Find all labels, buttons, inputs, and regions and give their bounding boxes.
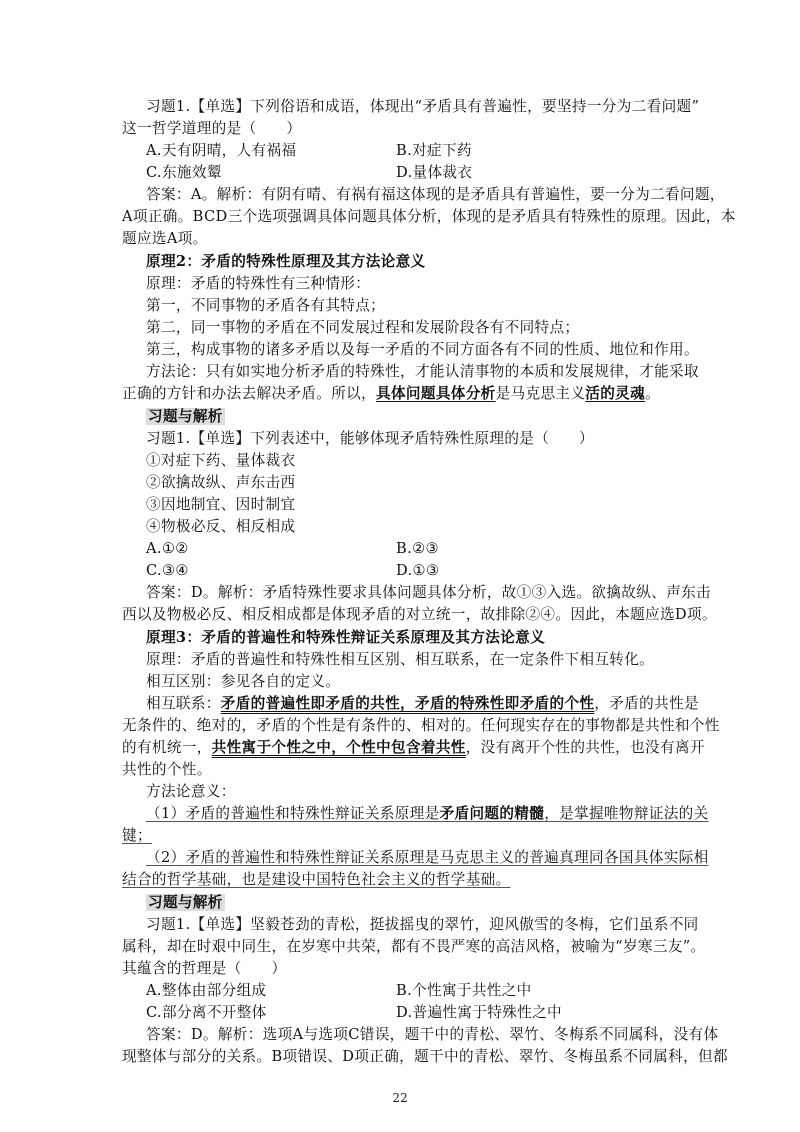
methodology-3-point-1: （1）矛盾的普遍性和特殊性辩证关系原理是矛盾问题的精髓，是掌握唯物辩证法的关 — [146, 805, 709, 822]
question-1-options-row-2 — [146, 163, 706, 183]
answer-2-line-1: 答案：D。解析：矛盾特殊性要求具体问题具体分析，故①③入选。欲擒故纵、声东击 — [146, 584, 711, 601]
emphasis-living-soul: 活的灵魂 — [585, 385, 646, 402]
answer-1-line-3: 题应选A项。 — [122, 230, 208, 247]
emphasis-commonality-individuality: 矛盾的普遍性即矛盾的共性，矛盾的特殊性即矛盾的个性 — [220, 695, 595, 712]
option-c: C.③④ — [146, 562, 189, 579]
principle-3-connection-line-4: 共性的个性。 — [122, 761, 212, 778]
question-3-options-row-1 — [146, 981, 706, 1001]
option-c: C.部分离不开整体 — [146, 1004, 267, 1021]
question-2-options-row-1 — [146, 539, 706, 559]
principle-3-connection-line-2: 无条件的、绝对的，矛盾的个性是有条件的、相对的。任何现实存在的事物都是共性和个性 — [122, 717, 720, 734]
option-c: C.东施效颦 — [146, 164, 222, 181]
principle-3-connection-line-1: 相互联系：矛盾的普遍性即矛盾的共性，矛盾的特殊性即矛盾的个性，矛盾的共性是 — [146, 695, 699, 712]
question-2-options-row-2 — [146, 561, 706, 581]
option-b: B.②③ — [396, 540, 439, 557]
option-a: A.①② — [146, 540, 189, 557]
option-b: B.对症下药 — [396, 142, 472, 159]
practice-heading: 习题与解析 — [148, 894, 223, 911]
question-3-line-1: 习题1.【单选】坚毅苍劲的青松，挺拔摇曳的翠竹，迎风傲雪的冬梅，它们虽系不同 — [146, 916, 699, 933]
principle-2-title: 原理2：矛盾的特殊性原理及其方法论意义 — [146, 253, 426, 270]
emphasis-concrete-analysis: 具体问题具体分析 — [376, 385, 496, 402]
methodology-3-point-2-cont: 结合的哲学基础，也是建设中国特色社会主义的哲学基础。 — [122, 871, 511, 888]
methodology-3-point-2: （2）矛盾的普遍性和特殊性辩证关系原理是马克思主义的普遍真理同各国具体实际相 — [146, 849, 709, 866]
principle-2-point-1: 第一，不同事物的矛盾各有其特点； — [146, 297, 386, 314]
option-d: D.量体裁衣 — [396, 164, 473, 181]
principle-3-text: 原理：矛盾的普遍性和特殊性相互区别、相互联系，在一定条件下相互转化。 — [146, 651, 655, 668]
emphasis-essence: 矛盾问题的精髓 — [439, 805, 545, 822]
question-1-line-1: 习题1.【单选】下列俗语和成语，体现出“矛盾具有普遍性，要坚持一分为二看问题” — [146, 98, 700, 115]
question-3-options-row-2 — [146, 1003, 706, 1023]
page-number: 22 — [392, 1091, 408, 1105]
methodology-2-line-1: 方法论：只有如实地分析矛盾的特殊性，才能认清事物的本质和发展规律，才能采取 — [146, 363, 699, 380]
principle-3-distinction: 相互区别：参见各自的定义。 — [146, 673, 341, 690]
answer-1-line-1: 答案：A。解析：有阴有晴、有祸有福这体现的是矛盾具有普遍性，要一分为二看问题， — [146, 186, 725, 203]
answer-3-line-2: 现整体与部分的关系。B项错误、D项正确，题干中的青松、翠竹、冬梅虽系不同属科，但都 — [122, 1048, 728, 1065]
option-a: A.整体由部分组成 — [146, 982, 267, 999]
question-3-line-3: 其蕴含的哲理是（ ） — [122, 960, 287, 977]
question-2-item-2: ②欲擒故纵、声东击西 — [146, 474, 296, 491]
methodology-3-point-1-cont: 键； — [122, 827, 152, 844]
question-2-item-1: ①对症下药、量体裁衣 — [146, 452, 296, 469]
emphasis-commonality-in-individuality: 共性寓于个性之中，个性中包含着共性 — [211, 739, 466, 756]
principle-2-point-3: 第三，构成事物的诸多矛盾以及每一矛盾的不同方面各有不同的性质、地位和作用。 — [146, 341, 699, 358]
principle-2-text: 原理：矛盾的特殊性有三种情形： — [146, 275, 371, 292]
option-b: B.个性寓于共性之中 — [396, 982, 532, 999]
option-d: D.①③ — [396, 562, 440, 579]
principle-3-title: 原理3：矛盾的普遍性和特殊性辩证关系原理及其方法论意义 — [146, 629, 546, 646]
question-2-item-3: ③因地制宜、因时制宜 — [146, 496, 296, 513]
answer-1-line-2: A项正确。BCD三个选项强调具体问题具体分析，体现的是矛盾具有特殊性的原理。因此，本 — [122, 208, 736, 225]
answer-2-line-2: 西以及物极必反、相反相成都是体现矛盾的对立统一，故排除②④。因此，本题应选D项。 — [122, 606, 717, 623]
principle-2-point-2: 第二，同一事物的矛盾在不同发展过程和发展阶段各有不同特点； — [146, 319, 580, 336]
methodology-3-heading: 方法论意义： — [146, 783, 236, 800]
answer-3-line-1: 答案：D。解析：选项A与选项C错误，题干中的青松、翠竹、冬梅系不同属科，没有体 — [146, 1026, 719, 1043]
question-3-line-2: 属科，却在时艰中同生，在岁寒中共荣，都有不畏严寒的高洁风格，被喻为“岁寒三友”。 — [122, 938, 706, 955]
question-2-item-4: ④物极必反、相反相成 — [146, 518, 296, 535]
question-1-line-2: 这一哲学道理的是（ ） — [122, 120, 302, 137]
methodology-2-line-2: 正确的方针和办法去解决矛盾。所以，具体问题具体分析是马克思主义活的灵魂。 — [122, 385, 661, 402]
question-2-line: 习题1.【单选】下列表述中，能够体现矛盾特殊性原理的是（ ） — [146, 430, 594, 447]
principle-3-connection-line-3: 的有机统一，共性寓于个性之中，个性中包含着共性，没有离开个性的共性，也没有离开 — [122, 739, 705, 756]
practice-heading: 习题与解析 — [148, 408, 223, 425]
option-d: D.普遍性寓于特殊性之中 — [396, 1004, 562, 1021]
option-a: A.天有阴晴，人有祸福 — [146, 142, 297, 159]
question-1-options-row-1 — [146, 141, 706, 161]
